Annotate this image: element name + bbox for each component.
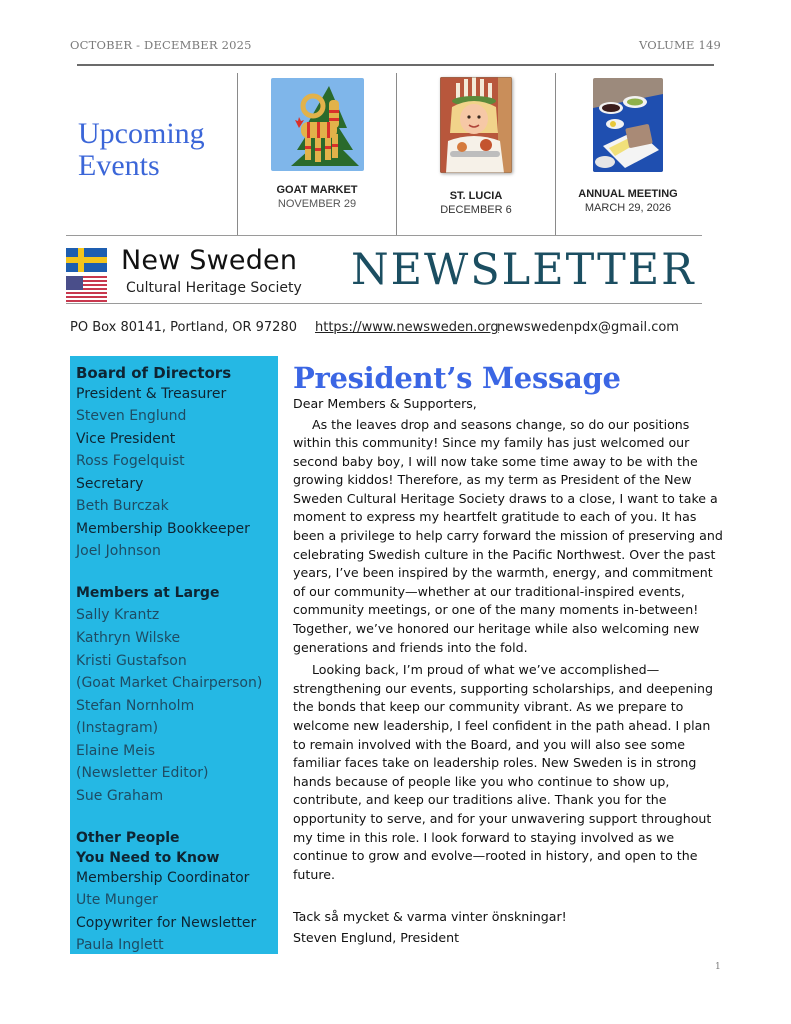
spacer xyxy=(76,807,272,828)
events-divider xyxy=(66,235,702,236)
board-member-name: Ross Fogelquist xyxy=(76,453,185,469)
other-person-name: Paula Inglett xyxy=(76,937,164,953)
other-person-name: Ute Munger xyxy=(76,892,158,908)
salutation: Dear Members & Supporters, xyxy=(293,396,477,411)
board-role: Secretary xyxy=(76,476,144,492)
board-role: President & Treasurer xyxy=(76,386,227,402)
event-date: NOVEMBER 29 xyxy=(277,198,357,210)
st-lucia-painting xyxy=(440,77,512,173)
masthead-divider xyxy=(66,303,702,304)
spacer xyxy=(76,562,272,583)
event-goat-market xyxy=(237,73,396,235)
event-date: MARCH 29, 2026 xyxy=(584,202,672,214)
event-name: GOAT MARKET xyxy=(276,184,358,196)
issue-period: OCTOBER - DECEMBER 2025 xyxy=(70,38,252,52)
straw-yule-goat-icon xyxy=(271,78,364,171)
upcoming-events-strip xyxy=(66,73,700,235)
event-name: ANNUAL MEETING xyxy=(578,188,678,200)
volume-number: VOLUME 149 xyxy=(638,38,721,52)
smorgasbord-photo xyxy=(593,78,663,172)
member-at-large: Elaine Meis xyxy=(76,743,156,759)
events-heading-line2: Events xyxy=(78,149,160,182)
website-link[interactable]: https://www.newsweden.org xyxy=(315,320,499,335)
events-heading xyxy=(66,73,237,235)
other-role: Copywriter for Newsletter xyxy=(76,915,257,931)
member-note: (Goat Market Chairperson) xyxy=(76,675,263,691)
issue-header xyxy=(70,38,721,52)
article-paragraph: Looking back, I’m proud of what we’ve accomplished—strengthening our events, supporting scholarships, and deepening the bonds that keep our community vibrant. As we prepare to welcome new leadership, I feel confident in the path ahead. I plan to remain involved with the Board, and you will also see some familiar faces take on leadership roles. New Sweden is in strong hands because of people like you who continue to show up, contribute, and keep our traditions alive. Thank you for the opportunity to serve, and for your unwavering support throughout my time in this role. I look forward to staying involved as we continue to grow and evolve—rooted in history, and open to the future. xyxy=(293,662,713,882)
closing-line: Tack så mycket & varma vinter önskningar! xyxy=(293,909,567,925)
member-note: (Instagram) xyxy=(76,720,159,736)
usa-flag-icon xyxy=(66,276,107,302)
email-address[interactable]: newswedenpdx@gmail.com xyxy=(497,320,679,335)
postal-address: PO Box 80141, Portland, OR 97280 xyxy=(70,320,297,335)
sweden-flag-icon xyxy=(66,248,107,272)
board-role: Membership Bookkeeper xyxy=(76,521,250,537)
event-name: ST. LUCIA xyxy=(449,190,503,202)
board-member-name: Joel Johnson xyxy=(76,543,161,559)
member-at-large: Kathryn Wilske xyxy=(76,630,181,646)
presidents-message xyxy=(293,360,723,948)
article-paragraph: As the leaves drop and seasons change, so do our positions within this community! Since my family has just welcomed our second baby boy, I will now take some time away to be with the growing kiddos! Therefore, as my term as President of the New Sweden Cultural Heritage Society draws to a close, I want to take a moment to express my heartfelt gratitude to each of you. It has been a privilege to help carry forward the mission of preserving and celebrating Swedish culture in the Pacific Northwest. Over the past years, I’ve been inspired by the warmth, energy, and commitment of our community—whether at our traditional-inspired events, community meetings, or one of the many moments in-between! Together, we’ve honored our heritage while also welcoming new generations and friends into the fold. xyxy=(293,416,723,655)
other-people-heading-line2: You Need to Know xyxy=(76,850,220,866)
masthead xyxy=(66,245,702,303)
board-role: Vice President xyxy=(76,431,176,447)
member-at-large: Sue Graham xyxy=(76,788,164,804)
board-heading: Board of Directors xyxy=(76,364,232,382)
member-note: (Newsletter Editor) xyxy=(76,765,209,781)
events-heading-line1: Upcoming xyxy=(78,117,205,150)
newsletter-title: NEWSLETTER xyxy=(351,245,696,295)
page-number: 1 xyxy=(715,962,721,972)
event-st-lucia xyxy=(396,73,555,235)
event-date: DECEMBER 6 xyxy=(440,204,512,216)
members-heading: Members at Large xyxy=(76,585,220,601)
member-at-large: Sally Krantz xyxy=(76,607,160,623)
member-at-large: Stefan Nornholm xyxy=(76,698,195,714)
board-member-name: Beth Burczak xyxy=(76,498,169,514)
other-role: Membership Coordinator xyxy=(76,870,250,886)
directory-sidebar xyxy=(70,356,278,954)
org-subtitle: Cultural Heritage Society xyxy=(126,280,302,296)
event-annual-meeting xyxy=(555,73,700,235)
other-people-heading-line1: Other People xyxy=(76,830,180,846)
board-member-name: Steven Englund xyxy=(76,408,187,424)
header-divider xyxy=(77,64,714,66)
article-title: President’s Message xyxy=(293,361,621,395)
org-name: New Sweden xyxy=(121,245,298,276)
signature: Steven Englund, President xyxy=(293,930,460,946)
member-at-large: Kristi Gustafson xyxy=(76,653,187,669)
flags xyxy=(66,248,107,302)
